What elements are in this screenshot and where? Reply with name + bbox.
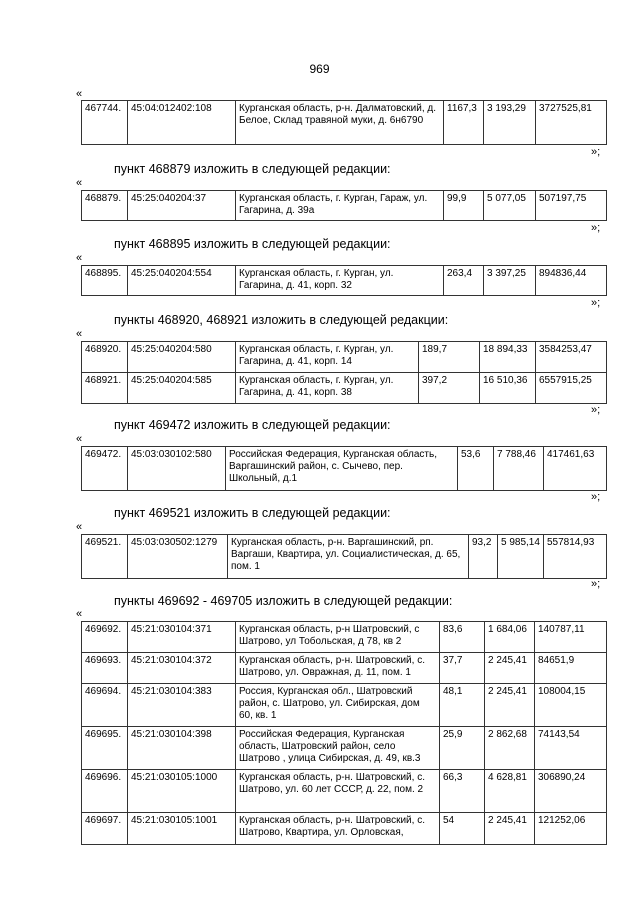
property-table (81, 265, 607, 296)
cell-area: 99,9 (444, 191, 484, 221)
quote-close: »; (591, 578, 601, 590)
cell-address: Российская Федерация, Курганская область, Шатровский район, село Шатрово , улица Сибирская, д. 49, кв.3 (236, 727, 440, 770)
table-row (82, 813, 607, 845)
property-table (81, 446, 607, 491)
cell-address: Курганская область, г. Курган, ул. Гагарина, д. 41, корп. 32 (236, 266, 444, 296)
quote-open: « (76, 177, 83, 189)
quote-open: « (76, 433, 83, 445)
cell-address: Курганская область, г. Курган, Гараж, ул. Гагарина, д. 39а (236, 191, 444, 221)
cell-address: Курганская область, р-н. Варгашинский, рп. Варгаши, Квартира, ул. Социалистическая, д. 65, пом. 1 (228, 535, 469, 579)
cell-cadastral: 45:04:012402:108 (128, 101, 236, 145)
cell-address: Курганская область, р-н. Шатровский, с. Шатрово, Квартира, ул. Орловская, (236, 813, 440, 845)
cell-rate: 5 077,05 (484, 191, 536, 221)
cell-value: 74143,54 (535, 727, 607, 770)
cell-cadastral: 45:21:030105:1000 (128, 770, 236, 813)
cell-value: 140787,11 (535, 622, 607, 653)
page-number: 969 (309, 62, 330, 76)
cell-number: 468895. (82, 266, 128, 296)
cell-number: 468879. (82, 191, 128, 221)
cell-area: 189,7 (419, 342, 480, 373)
amendment-heading: пункты 469692 - 469705 изложить в следующей редакции: (114, 594, 453, 608)
quote-open: « (76, 328, 83, 340)
cell-rate: 4 628,81 (485, 770, 535, 813)
cell-area: 54 (440, 813, 485, 845)
cell-rate: 3 193,29 (484, 101, 536, 145)
cell-cadastral: 45:21:030104:371 (128, 622, 236, 653)
cell-cadastral: 45:25:040204:554 (128, 266, 236, 296)
amendment-heading: пункт 469521 изложить в следующей редакции: (114, 506, 391, 520)
cell-cadastral: 45:25:040204:585 (128, 373, 236, 404)
cell-area: 37,7 (440, 653, 485, 684)
cell-number: 469521. (82, 535, 128, 579)
property-table (81, 534, 607, 579)
cell-area: 83,6 (440, 622, 485, 653)
cell-value: 84651,9 (535, 653, 607, 684)
cell-number: 469693. (82, 653, 128, 684)
cell-value: 507197,75 (536, 191, 607, 221)
cell-address: Курганская область, г. Курган, ул. Гагарина, д. 41, корп. 14 (236, 342, 419, 373)
cell-cadastral: 45:21:030104:372 (128, 653, 236, 684)
cell-area: 25,9 (440, 727, 485, 770)
cell-address: Курганская область, р-н. Шатровский, с. Шатрово, ул. Овражная, д. 11, пом. 1 (236, 653, 440, 684)
cell-cadastral: 45:21:030104:398 (128, 727, 236, 770)
cell-area: 93,2 (469, 535, 498, 579)
cell-number: 469697. (82, 813, 128, 845)
cell-rate: 2 245,41 (485, 684, 535, 727)
table-row (82, 447, 607, 491)
cell-address: Курганская область, р-н Шатровский, с Шатрово, ул Тобольская, д 78, кв 2 (236, 622, 440, 653)
quote-close: »; (591, 297, 601, 309)
cell-area: 397,2 (419, 373, 480, 404)
cell-cadastral: 45:25:040204:580 (128, 342, 236, 373)
cell-rate: 2 245,41 (485, 653, 535, 684)
quote-close: »; (591, 491, 601, 503)
amendment-heading: пункт 468895 изложить в следующей редакции: (114, 237, 391, 251)
cell-area: 66,3 (440, 770, 485, 813)
table-row (82, 727, 607, 770)
cell-rate: 7 788,46 (494, 447, 544, 491)
cell-address: Курганская область, р-н. Далматовский, д. Белое, Склад травяной муки, д. 6н6790 (236, 101, 444, 145)
quote-open: « (76, 252, 83, 264)
cell-number: 468921. (82, 373, 128, 404)
property-table (81, 341, 607, 404)
cell-number: 469692. (82, 622, 128, 653)
cell-address: Курганская область, г. Курган, ул. Гагарина, д. 41, корп. 38 (236, 373, 419, 404)
cell-rate: 2 245,41 (485, 813, 535, 845)
cell-rate: 3 397,25 (484, 266, 536, 296)
cell-cadastral: 45:25:040204:37 (128, 191, 236, 221)
cell-area: 263,4 (444, 266, 484, 296)
quote-close: »; (591, 404, 601, 416)
cell-number: 469696. (82, 770, 128, 813)
property-table (81, 621, 607, 845)
table-row (82, 373, 607, 404)
cell-value: 121252,06 (535, 813, 607, 845)
quote-close: »; (591, 146, 601, 158)
cell-rate: 1 684,06 (485, 622, 535, 653)
cell-number: 467744. (82, 101, 128, 145)
cell-rate: 18 894,33 (480, 342, 536, 373)
table-row (82, 535, 607, 579)
cell-value: 894836,44 (536, 266, 607, 296)
cell-area: 48,1 (440, 684, 485, 727)
quote-close: »; (591, 222, 601, 234)
amendment-heading: пункт 469472 изложить в следующей редакции: (114, 418, 391, 432)
table-row (82, 266, 607, 296)
cell-area: 53,6 (458, 447, 494, 491)
quote-open: « (76, 88, 83, 100)
cell-value: 306890,24 (535, 770, 607, 813)
cell-cadastral: 45:21:030104:383 (128, 684, 236, 727)
cell-value: 108004,15 (535, 684, 607, 727)
cell-value: 417461,63 (544, 447, 607, 491)
cell-value: 557814,93 (544, 535, 607, 579)
table-row (82, 191, 607, 221)
table-row (82, 684, 607, 727)
amendment-heading: пункт 468879 изложить в следующей редакции: (114, 162, 391, 176)
table-row (82, 342, 607, 373)
cell-cadastral: 45:03:030502:1279 (128, 535, 228, 579)
cell-address: Российская Федерация, Курганская область, Варгашинский район, с. Сычево, пер. Школьный, д.1 (226, 447, 458, 491)
cell-number: 468920. (82, 342, 128, 373)
quote-open: « (76, 521, 83, 533)
amendment-heading: пункты 468920, 468921 изложить в следующей редакции: (114, 313, 449, 327)
cell-address: Курганская область, р-н. Шатровский, с. Шатрово, ул. 60 лет СССР, д. 22, пом. 2 (236, 770, 440, 813)
property-table (81, 100, 607, 145)
table-row (82, 622, 607, 653)
cell-cadastral: 45:03:030102:580 (128, 447, 226, 491)
cell-value: 3584253,47 (536, 342, 607, 373)
cell-rate: 16 510,36 (480, 373, 536, 404)
cell-address: Россия, Курганская обл., Шатровский район, с. Шатрово, ул. Сибирская, дом 60, кв. 1 (236, 684, 440, 727)
property-table (81, 190, 607, 221)
cell-rate: 2 862,68 (485, 727, 535, 770)
cell-cadastral: 45:21:030105:1001 (128, 813, 236, 845)
cell-value: 3727525,81 (536, 101, 607, 145)
table-row (82, 653, 607, 684)
cell-area: 1167,3 (444, 101, 484, 145)
cell-number: 469695. (82, 727, 128, 770)
cell-rate: 5 985,14 (498, 535, 544, 579)
cell-number: 469694. (82, 684, 128, 727)
table-row (82, 770, 607, 813)
cell-value: 6557915,25 (536, 373, 607, 404)
table-row (82, 101, 607, 145)
quote-open: « (76, 608, 83, 620)
cell-number: 469472. (82, 447, 128, 491)
